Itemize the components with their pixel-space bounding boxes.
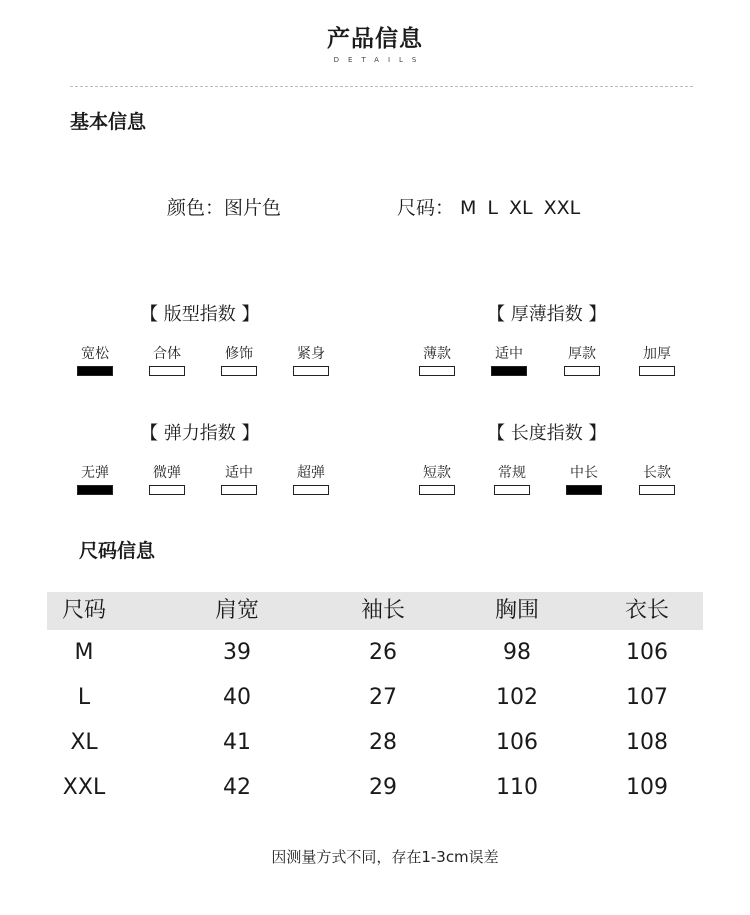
thickness-option: [417, 346, 457, 376]
header-cell: 衣长: [624, 598, 669, 623]
elasticity-option: [219, 465, 259, 495]
page-title: 产品信息: [327, 26, 423, 52]
length-option: [492, 465, 532, 495]
table-cell: 108: [626, 730, 668, 755]
table-cell: 106: [496, 730, 538, 755]
indicator-box: [77, 485, 113, 495]
option-label: 超弹: [297, 465, 325, 481]
indicator-box: [149, 366, 185, 376]
indicator-box: [639, 485, 675, 495]
option-label: 微弹: [153, 465, 181, 481]
fit-option: [147, 346, 187, 376]
size-info-heading: 尺码信息: [79, 540, 156, 562]
color-label: 颜色：: [167, 197, 225, 219]
table-row: [47, 765, 703, 810]
measurement-note: 因测量方式不同，存在1-3cm误差: [271, 848, 499, 866]
page-subtitle: DETAILS: [333, 56, 426, 64]
header-cell: 尺码: [61, 598, 106, 623]
size-value: XL: [509, 197, 533, 219]
indicator-box: [564, 366, 600, 376]
table-cell: 98: [503, 640, 531, 665]
elasticity-option: [75, 465, 115, 495]
option-label: 适中: [495, 346, 523, 362]
table-row: [47, 630, 703, 675]
table-cell: 28: [369, 730, 397, 755]
table-cell: 26: [369, 640, 397, 665]
length-option: [637, 465, 677, 495]
length-option: [417, 465, 457, 495]
option-label: 薄款: [423, 346, 451, 362]
color-attribute: [167, 193, 281, 220]
indicator-box: [419, 485, 455, 495]
option-label: 长款: [643, 465, 671, 481]
fit-option: [75, 346, 115, 376]
indicator-box: [419, 366, 455, 376]
indicator-box: [221, 366, 257, 376]
basic-info-heading: 基本信息: [70, 111, 147, 133]
indicator-box: [77, 366, 113, 376]
table-cell: 107: [626, 685, 668, 710]
table-cell: 40: [223, 685, 251, 710]
option-label: 常规: [498, 465, 526, 481]
divider: [70, 86, 693, 87]
option-label: 中长: [570, 465, 598, 481]
size-value: L: [487, 197, 499, 219]
elasticity-option: [147, 465, 187, 495]
table-cell: 27: [369, 685, 397, 710]
table-header: [47, 592, 703, 630]
thickness-option: [637, 346, 677, 376]
table-cell: 42: [223, 775, 251, 800]
fit-option: [291, 346, 331, 376]
elasticity-index-title: 【 弹力指数 】: [140, 423, 260, 444]
option-label: 厚款: [568, 346, 596, 362]
option-label: 适中: [225, 465, 253, 481]
table-cell: 29: [369, 775, 397, 800]
option-label: 加厚: [643, 346, 671, 362]
length-option: [564, 465, 604, 495]
size-value: XXL: [543, 197, 581, 219]
indicator-box: [293, 485, 329, 495]
indicator-box: [221, 485, 257, 495]
header-cell: 胸围: [494, 598, 539, 623]
table-cell: 41: [223, 730, 251, 755]
indicator-box: [491, 366, 527, 376]
table-cell: 106: [626, 640, 668, 665]
indicator-box: [293, 366, 329, 376]
elasticity-option: [291, 465, 331, 495]
table-cell: 102: [496, 685, 538, 710]
table-row: [47, 720, 703, 765]
table-cell: 110: [496, 775, 538, 800]
table-cell: 39: [223, 640, 251, 665]
size-attribute: [397, 193, 591, 220]
table-cell: L: [77, 685, 91, 710]
indicator-box: [149, 485, 185, 495]
option-label: 短款: [423, 465, 451, 481]
header-cell: 袖长: [360, 598, 405, 623]
size-value: M: [460, 197, 477, 219]
option-label: 无弹: [81, 465, 109, 481]
fit-index-title: 【 版型指数 】: [140, 304, 260, 325]
table-cell: 109: [626, 775, 668, 800]
length-index-title: 【 长度指数 】: [487, 423, 607, 444]
header-cell: 肩宽: [214, 598, 259, 623]
indicator-box: [494, 485, 530, 495]
table-cell: XL: [70, 730, 98, 755]
thickness-index-title: 【 厚薄指数 】: [487, 304, 607, 325]
size-table: [47, 592, 703, 810]
size-label: 尺码：: [397, 197, 455, 219]
option-label: 修饰: [225, 346, 253, 362]
table-row: [47, 675, 703, 720]
color-value: 图片色: [224, 197, 282, 219]
fit-option: [219, 346, 259, 376]
table-cell: M: [74, 640, 94, 665]
option-label: 合体: [153, 346, 181, 362]
option-label: 紧身: [297, 346, 325, 362]
table-cell: XXL: [62, 775, 106, 800]
option-label: 宽松: [81, 346, 109, 362]
thickness-option: [489, 346, 529, 376]
indicator-box: [566, 485, 602, 495]
indicator-box: [639, 366, 675, 376]
thickness-option: [562, 346, 602, 376]
